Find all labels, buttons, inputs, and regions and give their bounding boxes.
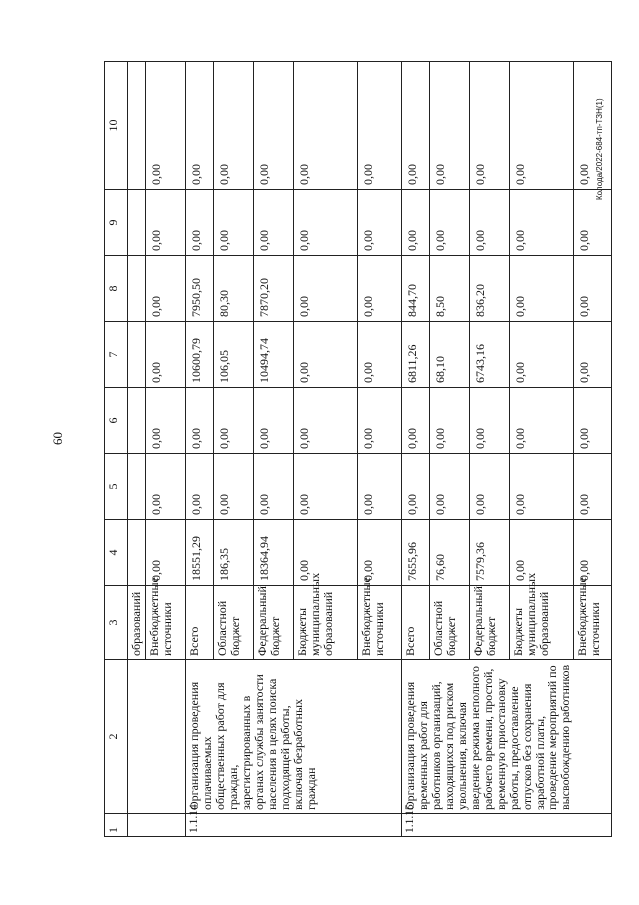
value-cell: 0,00: [254, 454, 294, 520]
value-cell: 0,00: [574, 388, 612, 454]
value-cell: 0,00: [294, 520, 358, 586]
source-cell: Областной бюджет: [214, 586, 254, 660]
value-cell: 0,00: [214, 62, 254, 190]
value-cell: 0,00: [214, 388, 254, 454]
source-cell: Внебюджетные источники: [146, 586, 186, 660]
value-cell: 0,00: [146, 256, 186, 322]
value-cell: 0,00: [146, 454, 186, 520]
value-cell: 0,00: [574, 190, 612, 256]
header-cell: 9: [105, 190, 128, 256]
value-cell: 0,00: [510, 520, 574, 586]
value-cell: 0,00: [510, 322, 574, 388]
value-cell: 0,00: [510, 190, 574, 256]
empty-cell: [128, 190, 146, 256]
header-cell: 8: [105, 256, 128, 322]
value-cell: 0,00: [358, 256, 402, 322]
empty-cell: [128, 814, 186, 837]
value-cell: 0,00: [574, 454, 612, 520]
value-cell: 0,00: [294, 62, 358, 190]
value-cell: 0,00: [402, 190, 430, 256]
page-number: 60: [50, 432, 65, 445]
item-number: 1.1.15: [402, 814, 612, 837]
source-cell: Бюджеты муниципальных образований: [510, 586, 574, 660]
value-cell: 0,00: [470, 62, 510, 190]
value-cell: 0,00: [294, 454, 358, 520]
item-name: Организация проведения временных работ для работников организаций, находящихся под риском увольнения, включая введение режима неполного рабочего времени, простой, временную приостановку работы, предоставление отпусков без сохранения заработной платы, проведение мероприятий по высвобождению работников: [402, 660, 612, 814]
header-cell: 6: [105, 388, 128, 454]
source-cell: Федеральный бюджет: [470, 586, 510, 660]
empty-cell: [128, 520, 146, 586]
funding-table: [104, 61, 612, 837]
value-cell: 0,00: [358, 190, 402, 256]
value-cell: 0,00: [254, 62, 294, 190]
value-cell: 68,10: [430, 322, 470, 388]
header-cell: 7: [105, 322, 128, 388]
value-cell: 6743,16: [470, 322, 510, 388]
value-cell: 0,00: [574, 62, 612, 190]
value-cell: 0,00: [430, 388, 470, 454]
value-cell: 0,00: [214, 454, 254, 520]
empty-cell: [128, 322, 146, 388]
value-cell: 0,00: [294, 190, 358, 256]
value-cell: 0,00: [358, 520, 402, 586]
value-cell: 0,00: [254, 388, 294, 454]
header-cell: 2: [105, 660, 128, 814]
header-cell: 3: [105, 586, 128, 660]
value-cell: 76,60: [430, 520, 470, 586]
value-cell: 0,00: [146, 388, 186, 454]
value-cell: 18551,29: [186, 520, 214, 586]
value-cell: 0,00: [358, 454, 402, 520]
value-cell: 0,00: [186, 62, 214, 190]
value-cell: 10600,79: [186, 322, 214, 388]
value-cell: 0,00: [294, 388, 358, 454]
value-cell: 0,00: [574, 322, 612, 388]
value-cell: 0,00: [574, 256, 612, 322]
value-cell: 836,20: [470, 256, 510, 322]
empty-cell: [128, 388, 146, 454]
source-cell: образований: [128, 586, 146, 660]
source-cell: Бюджеты муниципальных образований: [294, 586, 358, 660]
empty-cell: [128, 660, 186, 814]
value-cell: 6811,26: [402, 322, 430, 388]
table-row: [186, 62, 214, 837]
empty-cell: [128, 256, 146, 322]
value-cell: 0,00: [146, 520, 186, 586]
value-cell: 0,00: [402, 62, 430, 190]
value-cell: 7870,20: [254, 256, 294, 322]
value-cell: 0,00: [358, 388, 402, 454]
source-cell: Всего: [186, 586, 214, 660]
header-cell: 1: [105, 814, 128, 837]
value-cell: 0,00: [510, 62, 574, 190]
value-cell: 7579,36: [470, 520, 510, 586]
value-cell: 0,00: [146, 62, 186, 190]
value-cell: 7655,96: [402, 520, 430, 586]
value-cell: 80,30: [214, 256, 254, 322]
value-cell: 0,00: [214, 190, 254, 256]
value-cell: 0,00: [254, 190, 294, 256]
value-cell: 0,00: [294, 256, 358, 322]
value-cell: 0,00: [146, 322, 186, 388]
value-cell: 0,00: [470, 388, 510, 454]
value-cell: 0,00: [186, 388, 214, 454]
value-cell: 0,00: [510, 454, 574, 520]
source-cell: Областной бюджет: [430, 586, 470, 660]
value-cell: 0,00: [574, 520, 612, 586]
header-cell: 5: [105, 454, 128, 520]
value-cell: 0,00: [358, 62, 402, 190]
value-cell: 0,00: [430, 62, 470, 190]
value-cell: 7950,50: [186, 256, 214, 322]
document-code: Колода/2022-684-тп-ТЗН(1): [595, 98, 604, 200]
value-cell: 106,05: [214, 322, 254, 388]
value-cell: 186,35: [214, 520, 254, 586]
header-row: [105, 62, 128, 837]
continuation-row: [128, 62, 146, 837]
value-cell: 0,00: [470, 190, 510, 256]
value-cell: 0,00: [358, 322, 402, 388]
header-cell: 10: [105, 62, 128, 190]
item-number: 1.1.14: [186, 814, 402, 837]
value-cell: 8,50: [430, 256, 470, 322]
value-cell: 0,00: [470, 454, 510, 520]
value-cell: 0,00: [430, 190, 470, 256]
value-cell: 0,00: [430, 454, 470, 520]
source-cell: Федеральный бюджет: [254, 586, 294, 660]
header-cell: 4: [105, 520, 128, 586]
empty-cell: [128, 454, 146, 520]
source-cell: Всего: [402, 586, 430, 660]
value-cell: 10494,74: [254, 322, 294, 388]
value-cell: 0,00: [510, 256, 574, 322]
value-cell: 844,70: [402, 256, 430, 322]
empty-cell: [128, 62, 146, 190]
value-cell: 18364,94: [254, 520, 294, 586]
value-cell: 0,00: [294, 322, 358, 388]
value-cell: 0,00: [186, 454, 214, 520]
value-cell: 0,00: [402, 454, 430, 520]
source-cell: Внебюджетные источники: [358, 586, 402, 660]
value-cell: 0,00: [186, 190, 214, 256]
value-cell: 0,00: [402, 388, 430, 454]
table-row: [402, 62, 430, 837]
value-cell: 0,00: [510, 388, 574, 454]
source-cell: Внебюджетные источники: [574, 586, 612, 660]
value-cell: 0,00: [146, 190, 186, 256]
item-name: Организация проведения оплачиваемых общественных работ для граждан, зарегистрированных в органах службы занятости населения в целях поиска подходящей работы, включая безработных граждан: [186, 660, 402, 814]
